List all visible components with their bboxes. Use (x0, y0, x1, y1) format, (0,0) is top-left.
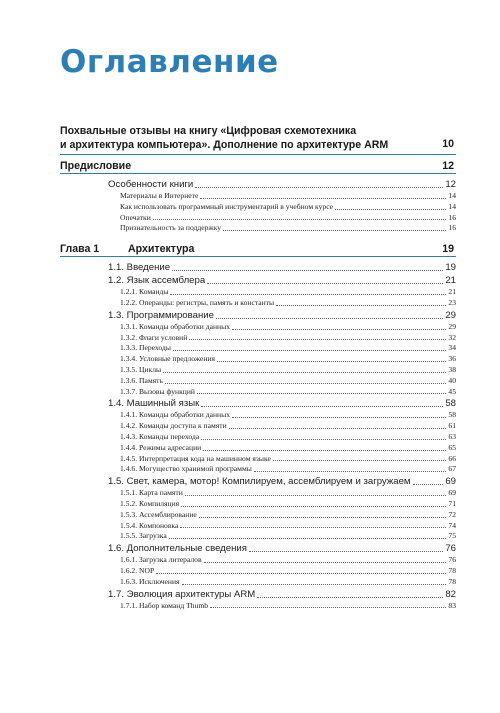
toc-entry[interactable] (60, 464, 456, 475)
toc-entry[interactable] (60, 566, 456, 577)
toc-entry-page: 14 (448, 201, 456, 211)
toc-entry-page: 40 (448, 375, 456, 385)
toc-leader-dots (276, 305, 446, 306)
toc-entry-label: 1.3. Программирование (108, 309, 214, 321)
toc-entry-page: 32 (448, 332, 456, 342)
toc-entry-label: 1.5.3. Ассемблирование (120, 509, 197, 519)
toc-entry-label: 1.3.3. Переходы (120, 343, 171, 353)
toc-leader-dots (217, 361, 446, 362)
toc-entry[interactable] (60, 555, 456, 566)
toc-leader-dots (189, 339, 446, 340)
toc-leader-dots (335, 209, 446, 210)
toc-entry-label: 1.4.6. Могущество хранимой программы (120, 464, 252, 474)
toc-entry-page: 67 (448, 464, 456, 474)
toc-leader-dots (181, 506, 446, 507)
toc-leader-dots (170, 294, 446, 295)
toc-entry-label: 1.2.1. Команды (120, 287, 169, 297)
toc-leader-dots (413, 484, 444, 485)
toc-leader-dots (182, 584, 447, 585)
toc-entry-page: 21 (445, 275, 456, 287)
toc-entry[interactable] (60, 410, 456, 421)
toc-leader-dots (195, 187, 443, 188)
toc-entry[interactable] (60, 178, 456, 191)
toc-entry[interactable] (60, 421, 456, 432)
toc-entry-label: 1.5.4. Компоновка (120, 520, 179, 530)
toc-leader-dots (223, 230, 446, 231)
toc-entry[interactable] (60, 521, 456, 532)
toc-entry[interactable] (60, 387, 456, 398)
toc-entry-label: 1.6.3. Исключения (120, 576, 180, 586)
toc-entry[interactable] (60, 542, 456, 555)
toc-leader-dots (156, 573, 446, 574)
toc-leader-dots (173, 350, 446, 351)
toc-entry[interactable] (60, 376, 456, 387)
toc-preface-page: 12 (442, 160, 454, 172)
toc-leader-dots (216, 318, 443, 319)
toc-entry-page: 76 (445, 543, 456, 555)
toc-entry-page: 34 (448, 343, 456, 353)
toc-intro-page: 10 (442, 138, 454, 150)
toc-entry[interactable] (60, 202, 456, 213)
toc-entry-label: 1.5.5. Загрузка (120, 531, 167, 541)
toc-entry-page: 16 (448, 212, 456, 222)
toc-entry-label: Особенности книги (108, 179, 194, 190)
toc-leader-dots (273, 460, 447, 461)
toc-leader-dots (180, 527, 446, 528)
toc-entry[interactable] (60, 443, 456, 454)
toc-entry[interactable] (60, 488, 456, 499)
toc-entry-page: 75 (448, 531, 456, 541)
toc-entry-label: 1.7.1. Набор команд Thumb (120, 600, 209, 610)
toc-leader-dots (204, 562, 447, 563)
toc-entry[interactable] (60, 397, 456, 410)
toc-entry[interactable] (60, 577, 456, 588)
toc-entry-page: 78 (448, 565, 456, 575)
toc-entry-page: 71 (448, 498, 456, 508)
toc-leader-dots (201, 406, 443, 407)
page-title: Оглавление (60, 44, 279, 80)
toc-leader-dots (232, 417, 446, 418)
toc-leader-dots (249, 551, 443, 552)
toc-preface-entries (60, 178, 456, 234)
toc-intro-title-line1: Похвальные отзывы на книгу «Цифровая схемотехника (60, 125, 357, 137)
toc-chapter-heading[interactable] (60, 241, 456, 257)
toc-entry-page: 21 (448, 287, 456, 297)
toc-entry-page: 23 (448, 297, 456, 307)
toc-entry[interactable] (60, 343, 456, 354)
toc-entry-page: 14 (448, 191, 456, 200)
toc-entry-label: 1.3.2. Флаги условий (120, 332, 188, 342)
toc-entry-label: Как использовать программный инструментарий в учебном курсе (120, 201, 334, 211)
toc-entry-page: 78 (448, 576, 456, 586)
toc-leader-dots (165, 383, 446, 384)
toc-leader-dots (229, 428, 447, 429)
toc-entry-page: 72 (448, 509, 456, 519)
toc-entry[interactable] (60, 223, 456, 234)
toc-entry[interactable] (60, 510, 456, 521)
toc-entry-label: 1.5. Свет, камера, мотор! Компилируем, ассемблируем и загружаем (108, 476, 411, 488)
toc-chapter-entries (60, 261, 456, 611)
toc-entry-label: 1.4.2. Команды доступа к памяти (120, 421, 227, 431)
toc-leader-dots (163, 372, 446, 373)
toc-leader-dots (232, 329, 446, 330)
toc-entry[interactable] (60, 322, 456, 333)
toc-entry[interactable] (60, 333, 456, 344)
table-of-contents (60, 124, 456, 611)
toc-leader-dots (257, 597, 443, 598)
toc-entry-page: 36 (448, 354, 456, 364)
toc-intro-entry[interactable] (60, 124, 456, 155)
toc-entry-label: Материалы в Интернете (120, 191, 199, 200)
toc-entry[interactable] (60, 499, 456, 510)
toc-entry[interactable] (60, 601, 456, 612)
toc-entry-label: 1.6.2. NOP (120, 565, 155, 575)
toc-entry[interactable] (60, 354, 456, 365)
toc-entry-label: 1.4. Машинный язык (108, 398, 200, 410)
toc-entry-label: 1.4.4. Режимы адресации (120, 442, 202, 452)
toc-entry-page: 16 (448, 223, 456, 233)
toc-preface-heading[interactable] (60, 158, 456, 174)
toc-entry-label: 1.6.1. Загрузка литералов (120, 555, 202, 565)
toc-entry-label: 1.6. Дополнительные сведения (108, 543, 247, 555)
toc-leader-dots (169, 538, 447, 539)
toc-entry-label: 1.5.1. Карта памяти (120, 488, 183, 498)
toc-entry-page: 66 (448, 453, 456, 463)
toc-entry-page: 65 (448, 442, 456, 452)
toc-leader-dots (210, 607, 446, 608)
toc-entry-label: 1.3.1. Команды обработки данных (120, 321, 230, 331)
toc-chapter-page: 19 (442, 243, 454, 256)
toc-entry[interactable] (60, 213, 456, 224)
toc-entry-label: 1.4.3. Команды перехода (120, 431, 200, 441)
toc-entry-label: 1.2. Язык ассемблера (108, 275, 206, 287)
toc-entry-page: 83 (448, 600, 456, 610)
toc-entry-page: 58 (445, 398, 456, 410)
toc-entry[interactable] (60, 432, 456, 443)
toc-entry-label: 1.3.6. Память (120, 375, 163, 385)
toc-entry-label: 1.3.4. Условные предложения (120, 354, 215, 364)
toc-entry[interactable] (60, 531, 456, 542)
toc-entry-label: 1.4.5. Интерпретация кода на машинном языке (120, 453, 271, 463)
toc-entry-page: 38 (448, 364, 456, 374)
toc-entry-label: 1.2.2. Операнды: регистры, память и константы (120, 297, 275, 307)
toc-entry[interactable] (60, 261, 456, 274)
toc-entry-page: 69 (445, 476, 456, 488)
toc-entry-page: 76 (448, 555, 456, 565)
toc-chapter-title: Архитектура (128, 243, 195, 256)
toc-entry-page: 45 (448, 386, 456, 396)
toc-leader-dots (197, 393, 446, 394)
toc-entry-label: 1.1. Введение (108, 262, 171, 274)
toc-entry[interactable] (60, 191, 456, 202)
toc-leader-dots (203, 450, 446, 451)
toc-entry-page: 69 (448, 488, 456, 498)
toc-entry-label: 1.3.5. Циклы (120, 364, 162, 374)
toc-entry[interactable] (60, 298, 456, 309)
toc-leader-dots (201, 439, 446, 440)
toc-entry[interactable] (60, 454, 456, 465)
toc-chapter-number: Глава 1 (60, 243, 100, 256)
toc-leader-dots (200, 198, 446, 199)
toc-entry-label: Опечатки (120, 212, 151, 222)
toc-leader-dots (199, 517, 447, 518)
toc-entry-label: 1.5.2. Компиляция (120, 498, 180, 508)
toc-entry[interactable] (60, 365, 456, 376)
toc-entry[interactable] (60, 274, 456, 287)
toc-entry-page: 12 (445, 179, 456, 190)
toc-leader-dots (153, 219, 447, 220)
toc-entry[interactable] (60, 475, 456, 488)
toc-entry-page: 63 (448, 431, 456, 441)
toc-entry-page: 82 (445, 588, 456, 600)
toc-entry-label: 1.4.1. Команды обработки данных (120, 410, 230, 420)
toc-leader-dots (172, 270, 443, 271)
toc-entry-label: 1.7. Эволюция архитектуры ARM (108, 588, 256, 600)
toc-entry-label: Признательность за поддержку (120, 223, 222, 233)
toc-entry-page: 19 (445, 262, 456, 274)
toc-leader-dots (185, 495, 447, 496)
toc-preface-title: Предисловие (60, 160, 132, 172)
toc-entry[interactable] (60, 588, 456, 601)
toc-entry[interactable] (60, 287, 456, 298)
toc-leader-dots (207, 283, 443, 284)
toc-entry-page: 74 (448, 520, 456, 530)
toc-entry-page: 61 (448, 421, 456, 431)
toc-entry-page: 29 (448, 321, 456, 331)
toc-entry[interactable] (60, 309, 456, 322)
toc-entry-page: 29 (445, 309, 456, 321)
toc-entry-page: 58 (448, 410, 456, 420)
toc-intro-title-line2: и архитектура компьютера». Дополнение по архитектуре ARM (60, 139, 389, 151)
toc-entry-label: 1.3.7. Вызовы функций (120, 386, 195, 396)
toc-leader-dots (254, 471, 447, 472)
